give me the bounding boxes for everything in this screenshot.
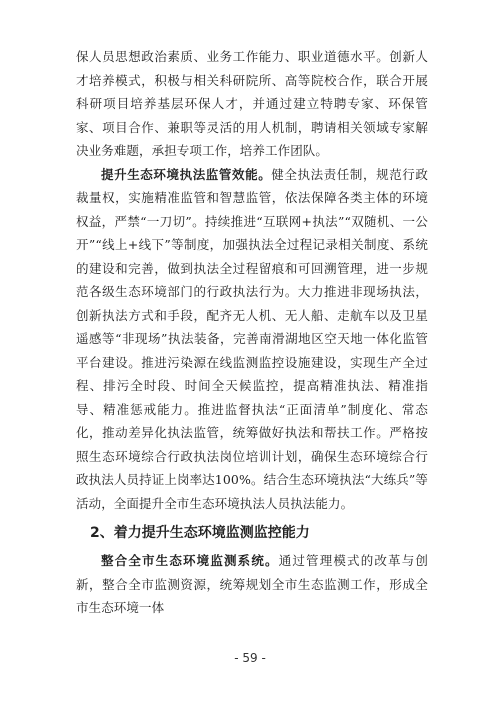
paragraph-monitoring xyxy=(76,549,428,620)
paragraph-lead-monitoring: 整合全市生态环境监测系统。 xyxy=(101,553,279,568)
paragraph-enforcement xyxy=(76,163,428,516)
section-heading: 2、着力提升生态环境监测监控能力 xyxy=(90,525,310,541)
paragraph-continued: 保人员思想政治素质、业务工作能力、职业道德水平。创新人才培养模式，积极与相关科研院所、高等院校合作，联合开展科研项目培养基层环保人才，并通过建立特聘专家、环保管家、项目合作、兼职等灵活的用人机制，聘请相关领域专家解决业务难题，承担专项工作，培养工作团队。 xyxy=(76,49,428,158)
page-number: - 59 - xyxy=(234,651,266,665)
paragraph-lead-enforcement: 提升生态环境执法监管效能。 xyxy=(101,166,272,182)
paragraph-body-monitoring: 通过管理模式的改革与创新，整合全市监测资源，统筹规划全市生态监测工作，形成全市生态环境一体 xyxy=(76,553,428,615)
paragraph-body-enforcement: 健全执法责任制，规范行政裁量权，实施精准监管和智慧监管，依法保障各类主体的环境权益，严禁“一刀切”。持续推进“互联网+执法”“双随机、一公开”“线上+线下”等制度，加强执法全过程记录相关制度、系统的建设和完善，做到执法全过程留痕和可回溯管理，进一步规范各级生态环境部门的行政执法行为。大力推进非现场执法，创新执法方式和手段，配齐无人机、无人船、走航车以及卫星遥感等“非现场”执法装备，完善南滑湖地区空天地一体化监管平台建设。推进污染源在线监测监控设施建设，实现生产全过程、排污全时段、时间全天候监控，提高精准执法、精准指导、精准惩戒能力。推进监督执法“正面清单”制度化、常态化，推动差异化执法监管，统筹做好执法和帮扶工作。严格按照生态环境综合行政执法岗位培训计划，确保生态环境综合行政执法人员持证上岗率达100%。结合生态环境执法“大练兵”等活动，全面提升全市生态环境执法人员执法能力。 xyxy=(76,166,428,511)
document-page xyxy=(76,45,428,620)
